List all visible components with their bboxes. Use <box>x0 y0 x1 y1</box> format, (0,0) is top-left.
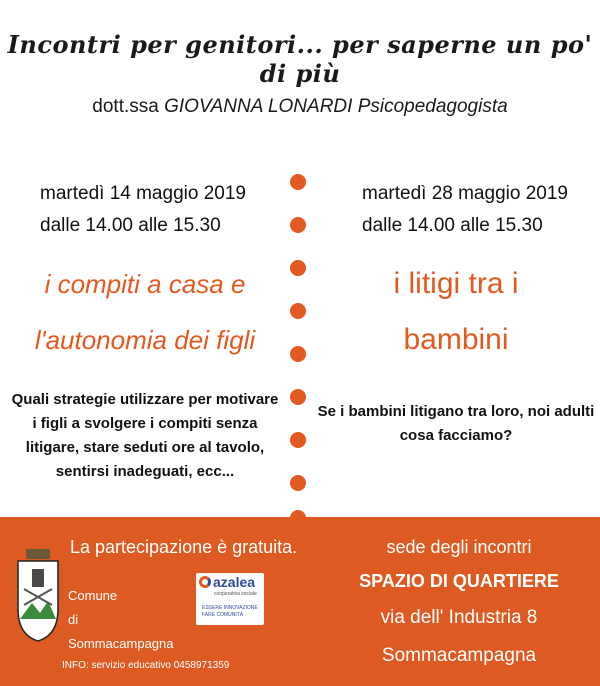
right-topic-line1: i litigi tra i <box>393 267 519 300</box>
divider-dot <box>290 389 306 405</box>
page-title: Incontri per genitori... per saperne un po' di più <box>7 30 593 88</box>
left-schedule <box>40 178 246 242</box>
left-topic-line2: l'autonomia dei figli <box>34 325 256 355</box>
divider-dot <box>290 346 306 362</box>
azalea-logo-tag1: ESSERE INNOVAZIONE <box>202 605 258 611</box>
left-desc-line1: Quali strategie utilizzare per motivare <box>11 391 279 408</box>
venue-name: SPAZIO DI QUARTIERE <box>359 571 559 591</box>
right-desc-line1: Se i bambini litigano tra loro, noi adulti <box>317 403 595 420</box>
divider-dot <box>290 217 306 233</box>
azalea-logo <box>196 573 264 625</box>
right-date: martedì 28 maggio 2019 <box>362 183 568 204</box>
right-description <box>312 400 600 448</box>
speaker-name: GIOVANNA LONARDI Psicopedagogista <box>164 96 508 117</box>
venue-street: via dell' Industria 8 <box>380 607 538 628</box>
venue-heading: sede degli incontri <box>386 537 532 557</box>
right-schedule <box>362 178 568 242</box>
comune-crest-icon <box>14 545 62 645</box>
comune-line2: di <box>68 612 79 627</box>
azalea-logo-tagline <box>202 605 258 619</box>
right-desc-line2: cosa facciamo? <box>399 427 513 444</box>
left-topic-line1: i compiti a casa e <box>44 269 246 299</box>
left-desc-line4: sentirsi inadeguati, ecc... <box>55 463 235 480</box>
left-desc-line3: litigare, stare seduti ore al tavolo, <box>25 439 265 456</box>
right-topic-line2: bambini <box>403 323 509 356</box>
left-desc-line2: i figli a svolgere i compiti senza <box>32 415 258 432</box>
azalea-logo-sub: cooperativa sociale <box>214 591 257 597</box>
azalea-logo-tag2: FARE COMUNITÀ <box>202 612 244 618</box>
comune-line3: Sommacampagna <box>68 636 174 651</box>
comune-line1: Comune <box>68 588 118 603</box>
divider-dot <box>290 303 306 319</box>
divider-dot <box>290 174 306 190</box>
participation-text: La partecipazione è gratuita. <box>70 537 298 557</box>
left-date: martedì 14 maggio 2019 <box>40 183 246 204</box>
left-topic <box>0 256 290 368</box>
venue-block <box>318 530 600 674</box>
dotted-divider <box>288 166 308 526</box>
left-description <box>0 388 290 484</box>
info-contact: INFO: servizio educativo 0458971359 <box>62 660 230 671</box>
azalea-logo-name: azalea <box>213 574 256 590</box>
venue-city: Sommacampagna <box>381 645 537 666</box>
speaker-line <box>0 96 600 118</box>
comune-name <box>68 584 174 656</box>
left-time: dalle 14.00 alle 15.30 <box>40 215 221 236</box>
azalea-ring-icon <box>199 576 211 588</box>
speaker-prefix: dott.ssa <box>92 96 165 117</box>
divider-dot <box>290 432 306 448</box>
divider-dot <box>290 475 306 491</box>
right-topic <box>312 256 600 368</box>
divider-dot <box>290 260 306 276</box>
right-time: dalle 14.00 alle 15.30 <box>362 215 543 236</box>
